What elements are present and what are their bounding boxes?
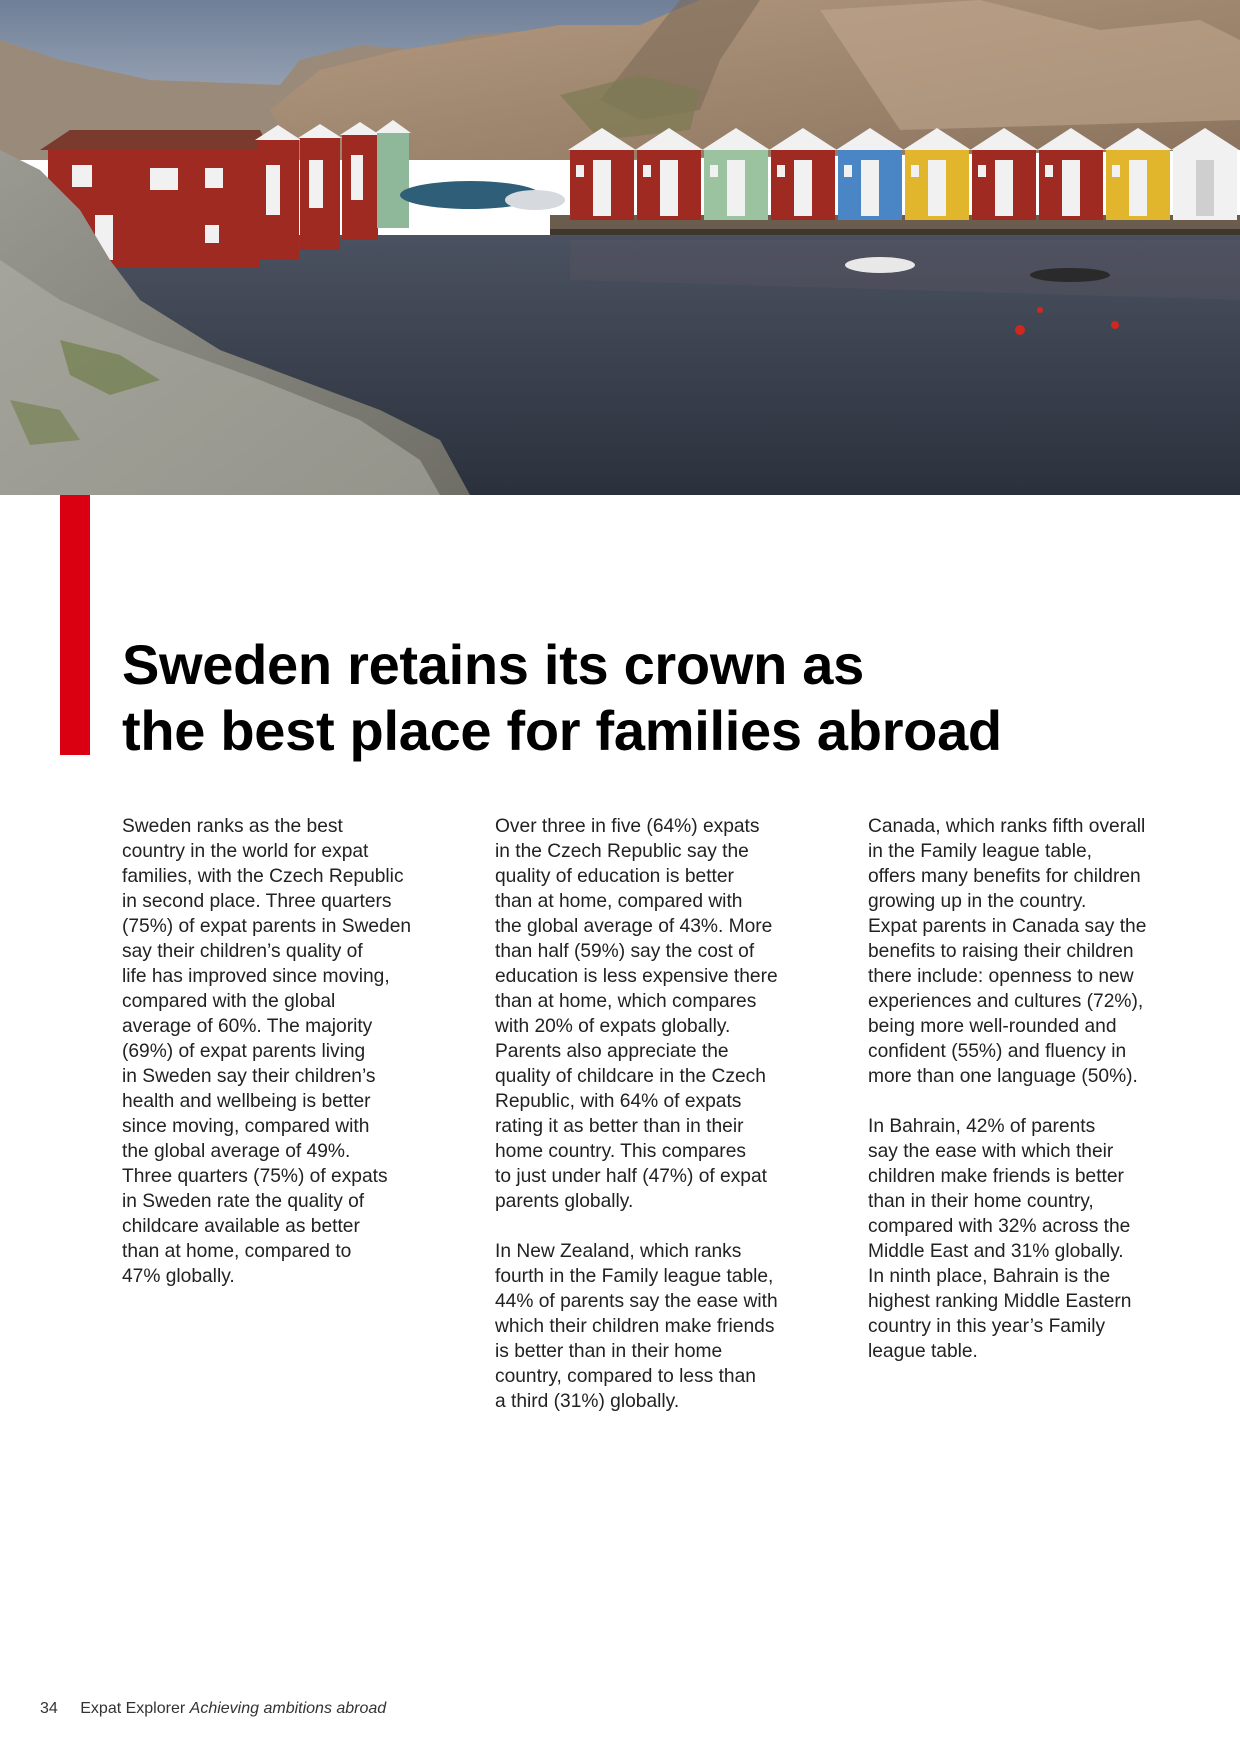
text-line: than at home, compared to [122, 1241, 352, 1262]
publication-title: Expat Explorer [80, 1700, 186, 1717]
text-line: In New Zealand, which ranks [495, 1241, 742, 1262]
page-footer [40, 1700, 386, 1718]
text-line: Over three in five (64%) expats [495, 816, 760, 837]
text-line: being more well-rounded and [868, 1016, 1117, 1037]
text-line: Expat parents in Canada say the [868, 916, 1147, 937]
text-line: parents globally. [495, 1191, 634, 1212]
text-line: in second place. Three quarters [122, 891, 392, 912]
text-line: than half (59%) say the cost of [495, 941, 755, 962]
headline-line-2: the best place for families abroad [122, 699, 1002, 762]
page-headline [122, 632, 1182, 764]
page-number: 34 [40, 1700, 58, 1717]
text-line: than at home, compared with [495, 891, 743, 912]
text-line: quality of childcare in the Czech [495, 1066, 766, 1087]
text-line: experiences and cultures (72%), [868, 991, 1144, 1012]
text-line: Canada, which ranks fifth overall [868, 816, 1146, 837]
text-line: in the Czech Republic say the [495, 841, 749, 862]
text-line: benefits to raising their children [868, 941, 1134, 962]
text-line: more than one language (50%). [868, 1066, 1138, 1087]
text-line: the global average of 49%. [122, 1141, 351, 1162]
harbour-photo-illustration [0, 0, 1240, 495]
text-line: Sweden ranks as the best [122, 816, 343, 837]
text-line: say the ease with which their [868, 1141, 1114, 1162]
text-line: is better than in their home [495, 1341, 723, 1362]
text-line: Middle East and 31% globally. [868, 1241, 1124, 1262]
text-line: to just under half (47%) of expat [495, 1166, 767, 1187]
body-paragraph [495, 814, 815, 1214]
text-line: since moving, compared with [122, 1116, 370, 1137]
buoy [1037, 307, 1043, 313]
text-line: 47% globally. [122, 1266, 235, 1287]
publication-subtitle: Achieving ambitions abroad [189, 1700, 387, 1717]
text-line: offers many benefits for children [868, 866, 1141, 887]
text-line: highest ranking Middle Eastern [868, 1291, 1132, 1312]
text-line: (75%) of expat parents in Sweden [122, 916, 412, 937]
text-line: In ninth place, Bahrain is the [868, 1266, 1111, 1287]
text-column-1 [122, 814, 442, 1314]
headline-line-1: Sweden retains its crown as [122, 633, 864, 696]
hero-photo [0, 0, 1240, 495]
body-paragraph [868, 1114, 1188, 1364]
text-line: than in their home country, [868, 1191, 1094, 1212]
text-line: home country. This compares [495, 1141, 746, 1162]
text-line: compared with the global [122, 991, 336, 1012]
text-line: 44% of parents say the ease with [495, 1291, 778, 1312]
text-line: health and wellbeing is better [122, 1091, 371, 1112]
text-line: rating it as better than in their [495, 1116, 744, 1137]
text-line: children make friends is better [868, 1166, 1124, 1187]
text-line: families, with the Czech Republic [122, 866, 404, 887]
text-line: country, compared to less than [495, 1366, 756, 1387]
text-column-3 [868, 814, 1188, 1389]
text-line: compared with 32% across the [868, 1216, 1131, 1237]
buoy [1015, 325, 1025, 335]
text-line: in the Family league table, [868, 841, 1092, 862]
dinghy [1030, 268, 1110, 282]
text-line: which their children make friends [495, 1316, 775, 1337]
body-paragraph [868, 814, 1188, 1089]
body-paragraph [495, 1239, 815, 1414]
text-line: education is less expensive there [495, 966, 778, 987]
buoy [1111, 321, 1119, 329]
text-line: country in this year’s Family [868, 1316, 1106, 1337]
text-line: quality of education is better [495, 866, 734, 887]
text-line: life has improved since moving, [122, 966, 390, 987]
text-line: league table. [868, 1341, 978, 1362]
boat-white [505, 190, 565, 210]
text-line: fourth in the Family league table, [495, 1266, 774, 1287]
text-line: country in the world for expat [122, 841, 369, 862]
text-line: say their children’s quality of [122, 941, 363, 962]
text-line: in Sweden say their children’s [122, 1066, 376, 1087]
text-line: in Sweden rate the quality of [122, 1191, 365, 1212]
text-line: confident (55%) and fluency in [868, 1041, 1127, 1062]
text-line: than at home, which compares [495, 991, 757, 1012]
body-paragraph [122, 814, 442, 1289]
text-line: Parents also appreciate the [495, 1041, 729, 1062]
text-line: the global average of 43%. More [495, 916, 773, 937]
text-line: (69%) of expat parents living [122, 1041, 366, 1062]
text-line: Republic, with 64% of expats [495, 1091, 742, 1112]
text-line: growing up in the country. [868, 891, 1087, 912]
text-line: a third (31%) globally. [495, 1391, 680, 1412]
text-line: with 20% of expats globally. [495, 1016, 731, 1037]
text-line: In Bahrain, 42% of parents [868, 1116, 1096, 1137]
rowboat [845, 257, 915, 273]
text-line: there include: openness to new [868, 966, 1134, 987]
text-line: Three quarters (75%) of expats [122, 1166, 388, 1187]
text-line: childcare available as better [122, 1216, 360, 1237]
text-column-2 [495, 814, 815, 1439]
text-line: average of 60%. The majority [122, 1016, 373, 1037]
accent-bar [60, 495, 90, 755]
